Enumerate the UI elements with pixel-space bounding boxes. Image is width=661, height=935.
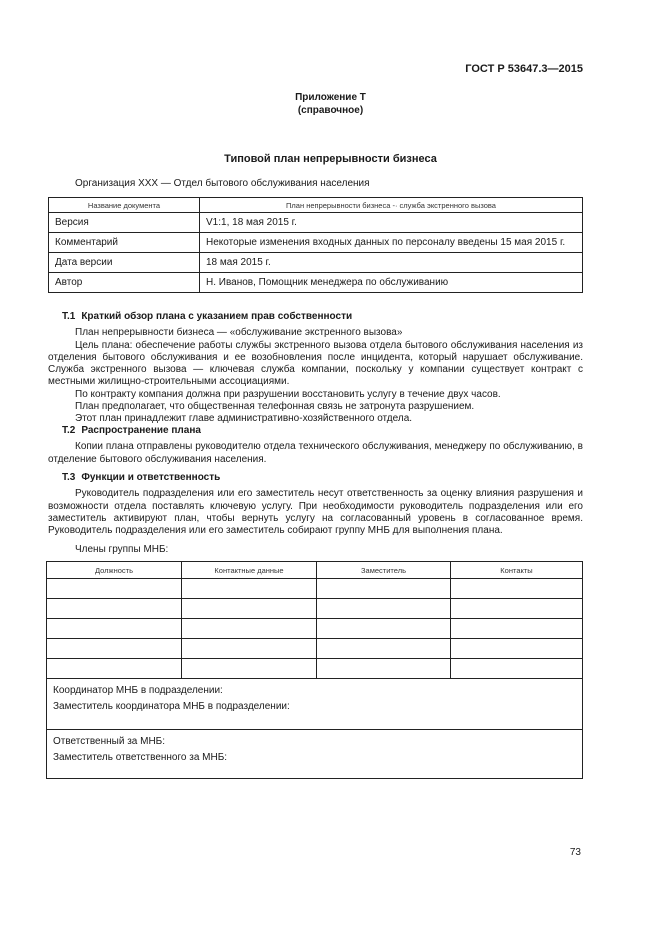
empty-cell bbox=[451, 659, 583, 679]
empty-cell bbox=[451, 639, 583, 659]
empty-cell bbox=[47, 579, 182, 599]
header-cell: Заместитель bbox=[317, 562, 451, 579]
empty-cell bbox=[182, 579, 317, 599]
empty-cell bbox=[182, 619, 317, 639]
members-label: Члены группы МНБ: bbox=[75, 544, 169, 555]
deputy-responsible-label: Заместитель ответственного за МНБ: bbox=[53, 752, 228, 763]
empty-cell bbox=[317, 619, 451, 639]
table-row bbox=[49, 273, 583, 293]
responsible-row bbox=[47, 730, 583, 779]
row-key: Комментарий bbox=[49, 233, 200, 253]
section-heading bbox=[48, 425, 583, 437]
row-value: V1:1, 18 мая 2015 г. bbox=[200, 213, 583, 233]
section-t1 bbox=[48, 311, 583, 426]
row-key: Дата версии bbox=[49, 253, 200, 273]
responsible-label: Ответственный за МНБ: bbox=[53, 736, 166, 747]
table-row bbox=[47, 579, 583, 599]
section-number: Т.3 bbox=[62, 472, 76, 483]
table-row bbox=[47, 599, 583, 619]
coordinator-cell bbox=[47, 679, 583, 730]
table-row bbox=[47, 619, 583, 639]
row-value: 18 мая 2015 г. bbox=[200, 253, 583, 273]
paragraph: План предполагает, что общественная телефонная связь не затронута разрушением. bbox=[75, 401, 475, 413]
table-row bbox=[49, 253, 583, 273]
members-table bbox=[46, 561, 583, 779]
section-title: Краткий обзор плана с указанием прав собственности bbox=[81, 311, 353, 322]
header-cell: Название документа bbox=[49, 198, 200, 213]
section-number: Т.1 bbox=[62, 311, 76, 322]
section-number: Т.2 bbox=[62, 425, 76, 436]
empty-cell bbox=[317, 579, 451, 599]
organization-line: Организация XXX — Отдел бытового обслуживания населения bbox=[75, 178, 370, 189]
standard-number: ГОСТ Р 53647.3—2015 bbox=[465, 63, 583, 75]
table-header-row bbox=[49, 198, 583, 213]
table-header-row bbox=[47, 562, 583, 579]
empty-cell bbox=[317, 599, 451, 619]
section-title: Распространение плана bbox=[81, 425, 201, 436]
empty-cell bbox=[182, 599, 317, 619]
table-row bbox=[47, 659, 583, 679]
table-row bbox=[49, 213, 583, 233]
section-t3 bbox=[48, 472, 583, 537]
empty-cell bbox=[451, 579, 583, 599]
header-cell: План непрерывности бизнеса -· служба экстренного вызова bbox=[200, 198, 583, 213]
document-title: Типовой план непрерывности бизнеса bbox=[224, 153, 437, 165]
section-heading bbox=[48, 472, 583, 484]
section-title: Функции и ответственность bbox=[81, 472, 221, 483]
paragraph: Цель плана: обеспечение работы службы экстренного вызова отдела бытового обслуживания населения из отделения бытового обслуживания и ее возобновления после инцидента, который нарушает обслуживание. Служба экстренного вызова — ключевая служба компании, поскольку у компании существует контракт с местными жилищно-строительными ассоциациями. bbox=[48, 339, 583, 388]
empty-cell bbox=[47, 659, 182, 679]
row-value: Некоторые изменения входных данных по персоналу введены 15 мая 2015 г. bbox=[200, 233, 583, 253]
empty-cell bbox=[47, 639, 182, 659]
paragraph: Этот план принадлежит главе административно-хозяйственного отдела. bbox=[75, 413, 413, 425]
empty-cell bbox=[182, 659, 317, 679]
responsible-cell bbox=[47, 730, 583, 779]
header-cell: Контакты bbox=[451, 562, 583, 579]
row-key: Версия bbox=[49, 213, 200, 233]
header-cell: Контактные данные bbox=[182, 562, 317, 579]
annex-subtitle: (справочное) bbox=[297, 105, 364, 116]
table-row bbox=[49, 233, 583, 253]
annex-title: Приложение Т bbox=[295, 92, 366, 103]
empty-cell bbox=[317, 639, 451, 659]
empty-cell bbox=[451, 619, 583, 639]
section-t2 bbox=[48, 425, 583, 466]
paragraph: Копии плана отправлены руководителю отдела технического обслуживания, менеджеру по обслуживанию, в отделение бытового обслуживания населения. bbox=[48, 441, 583, 465]
table-row bbox=[47, 639, 583, 659]
empty-cell bbox=[451, 599, 583, 619]
header-cell: Должность bbox=[47, 562, 182, 579]
annex-heading bbox=[0, 91, 661, 117]
deputy-coordinator-label: Заместитель координатора МНБ в подразделении: bbox=[53, 701, 290, 712]
document-info-table bbox=[48, 197, 583, 293]
paragraph: Руководитель подразделения или его заместитель несут ответственность за оценку влияния разрушения и возможности отдела поставлять ключевую услугу. При необходимости руководитель подразделения или его заместитель активируют план, чтобы вернуть услугу на согласованный уровень в согласованное время. Руководитель подразделения или его заместитель собирают группу МНБ для выполнения плана. bbox=[48, 488, 583, 537]
row-value: Н. Иванов, Помощник менеджера по обслуживанию bbox=[200, 273, 583, 293]
row-key: Автор bbox=[49, 273, 200, 293]
page-number: 73 bbox=[569, 847, 581, 858]
empty-cell bbox=[47, 599, 182, 619]
coordinator-row bbox=[47, 679, 583, 730]
section-heading bbox=[48, 311, 583, 323]
paragraph: По контракту компания должна при разрушении восстановить услугу в течение двух часов. bbox=[75, 388, 501, 400]
empty-cell bbox=[317, 659, 451, 679]
empty-cell bbox=[47, 619, 182, 639]
empty-cell bbox=[182, 639, 317, 659]
coordinator-label: Координатор МНБ в подразделении: bbox=[53, 685, 223, 696]
paragraph: План непрерывности бизнеса — «обслуживание экстренного вызова» bbox=[75, 327, 403, 339]
